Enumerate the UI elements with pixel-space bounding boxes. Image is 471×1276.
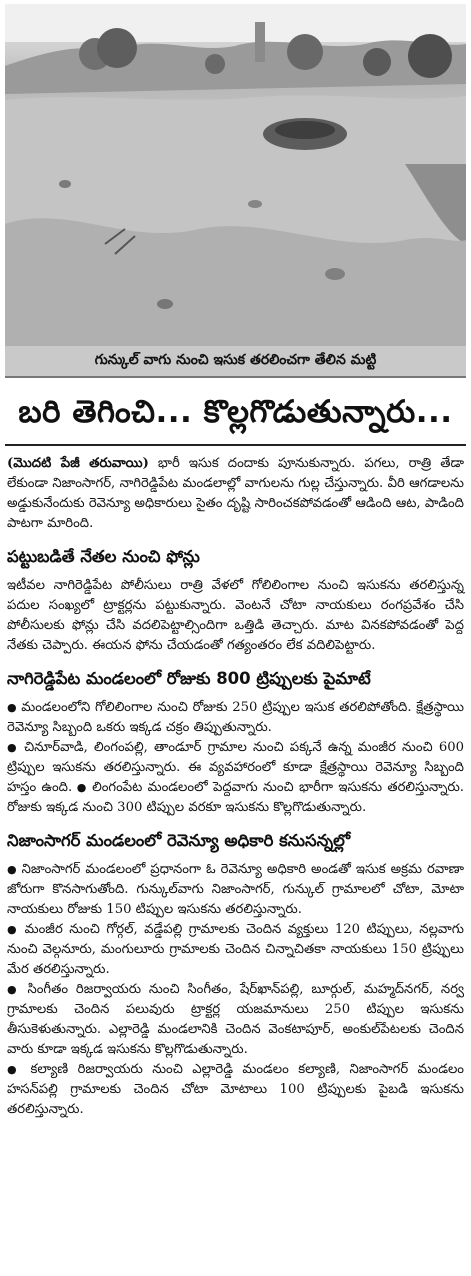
section2-bullets [5,698,466,818]
section3-bullets [5,860,466,1120]
article-headline: బరి తెగించి... కొల్లగొడుతున్నారు... [18,394,453,430]
section2-title: నాగిరెడ్డిపేట మండలంలో రోజుకు 800 ట్రిప్పులకు పైమాటే [7,669,371,688]
sand-pit-image [5,4,466,346]
section2-bullet-3: ● లింగంపేట మండలంలో పెద్దవాగు నుంచి భారీగా ఇసుకను తరలిస్తున్నారు. రోజుకు ఇక్కడ నుంచి 300 టిప్పుల వరకూ ఇసుకను కొల్లగొడుతున్నారు. [7,780,464,815]
section1-title: పట్టుబడితే నేతల నుంచి ఫోన్లు [7,547,200,566]
section2-bullet-2: ● చినూర్‌వాడి, లింగంపల్లి, తాండూర్ గ్రామాల నుంచి పక్కనే ఉన్న మంజీర నుంచి 600 ట్రిప్పుల ఇసుకను తరలిస్తున్నారు. ఈ వ్యవహారంలో కూడా క్షేత్రస్థాయి రెవెన్యూ సిబ్బంది హస్తం ఉంది. [7,740,464,795]
photo-caption: గున్కుల్ వాగు నుంచి ఇసుక తరలించగా తేలిన మట్టి [5,346,466,378]
section3-bullet-4: ● కల్యాణి రిజర్వాయరు నుంచి ఎల్లారెడ్డి మండలం కల్యాణి, నిజాంసాగర్ మండలం హసన్‌పల్లి గ్రామాలకు చెందిన చోటా మోటాలు 100 ట్రిప్పులకు పైబడి ఇసుకను తరలిస్తున్నారు. [7,1062,464,1117]
intro-lead: (మొదటి పేజీ తరువాయి) [7,456,149,471]
intro-paragraph [5,454,466,534]
section2-bullet-1: ● మండలంలోని గోలిలింగాల నుంచి రోజుకు 250 ట్రిప్పుల ఇసుక తరలిపోతోంది. క్షేత్రస్థాయి రెవెన్యూ సిబ్బంది ఒకరు ఇక్కడ చక్రం తిప్పుతున్నారు. [7,700,464,735]
section3-bullet-3: ● సింగీతం రిజర్వాయరు నుంచి సింగీతం, షేర్‌ఖాన్‌పల్లి, బూర్గుల్, మహ్మద్‌నగర్, నర్వ గ్రామాలకు చెందిన పలువురు ట్రాక్టర్ల యజమానులు 250 టిప్పుల ఇసుకను తీసుకెళుతున్నారు. ఎల్లారెడ్డి మండలానికి చెందిన వెంకటాపూర్, అంకుల్‌పేటలకు చెందిన వారు కూడా ఇక్కడ ఇసుకను కొల్లగొడుతున్నారు. [7,982,464,1057]
section3-title: నిజాంసాగర్ మండలంలో రెవెన్యూ అధికారి కనుసన్నల్లో [7,831,351,850]
section1-text: ఇటీవల నాగిరెడ్డిపేట పోలీసులు రాత్రి వేళలో గోలిలింగాల నుంచి ఇసుకను తరలిస్తున్న పదుల సంఖ్యలో ట్రాక్టర్లను పట్టుకున్నారు. వెంటనే చోటా నాయకులు రంగప్రవేశం చేసి పోలీసులకు ఫోన్లు చేసి వదలిపెట్టాల్సిందిగా ఒత్తిడి తెచ్చారు. మాట వినకపోవడంతో పెద్ద నేతకు చెప్పారు. ఈయన ఫోను చేయడంతో గత్యంతరం లేక వదిలిపెట్టారు. [7,578,464,653]
section3-bullet-1: ● నిజాంసాగర్ మండలంలో ప్రధానంగా ఓ రెవెన్యూ అధికారి అండతో ఇసుక అక్రమ రవాణా జోరుగా కొనసాగుతోంది. గున్కుల్‌వాగు నిజాంసాగర్, గున్కుల్ గ్రామాలలో చోటా, మోటా నాయకులు రోజుకు 150 టిప్పుల ఇసుకను తరలిస్తున్నారు. [7,862,464,917]
headline-divider [5,444,466,446]
intro-text: భారీ ఇసుక దందాకు పూనుకున్నారు. పగలు, రాత్రి తేడా లేకుండా నిజాంసాగర్, నాగిరెడ్డిపేట మండలాల్లో వాగులను గుల్ల చేస్తున్నారు. వీరి ఆగడాలను అడ్డుకునేందుకు రెవెన్యూ అధికారులు సైతం దృష్టి సారించకపోవడంతో ఆడింది ఆట, పాడింది పాటగా మారింది. [7,456,464,531]
section3-bullet-2: ● మంజీర నుంచి గోర్గల్, వడ్డేపల్లి గ్రామాలకు చెందిన వ్యక్తులు 120 టిప్పులు, నల్లవాగు నుంచి వెల్గనూరు, మంగులూరు గ్రామాలకు చెందిన చిన్నాచితకా నాయకులు 150 ట్రిప్పులు మేర తరలిస్తున్నారు. [7,922,464,977]
article-photo [5,4,466,346]
